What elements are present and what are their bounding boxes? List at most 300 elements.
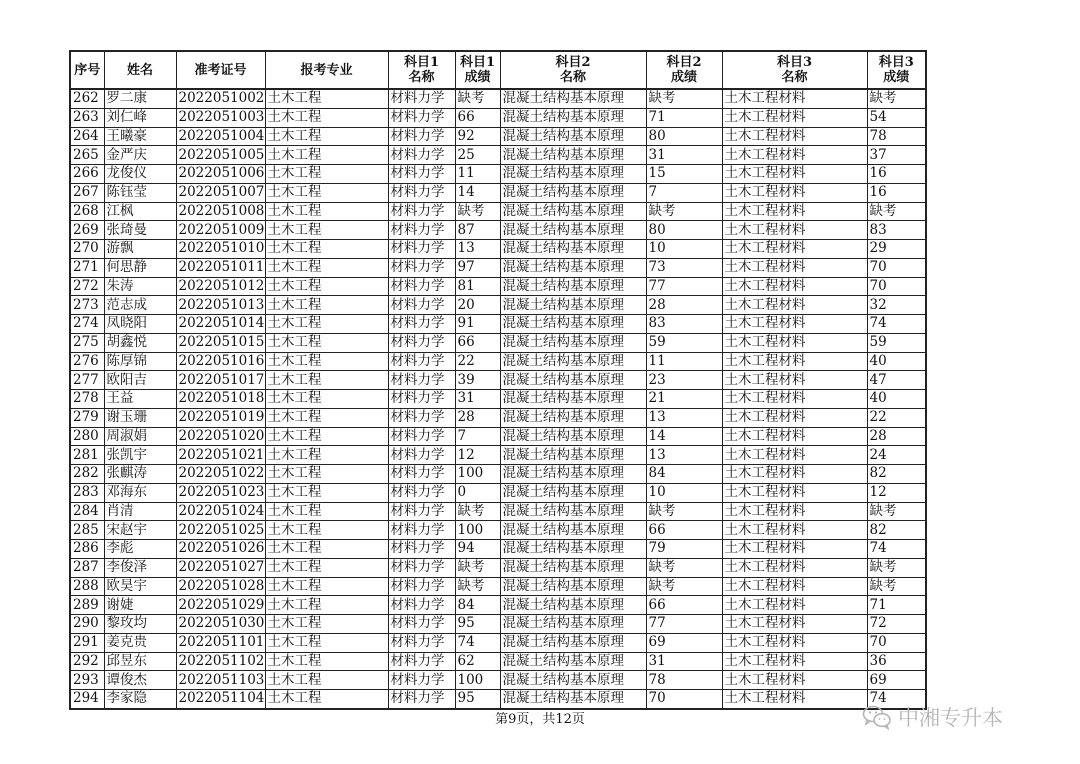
- cell-subject3-score: 22: [867, 408, 926, 427]
- cell-subject3-score: 36: [867, 652, 926, 671]
- cell-subject3-score: 47: [867, 371, 926, 390]
- cell-name: 谢婕: [104, 596, 176, 615]
- cell-major: 土木工程: [265, 502, 388, 521]
- cell-subject3-score: 缺考: [867, 89, 926, 108]
- cell-exam-id: 2022051004: [176, 127, 265, 146]
- wechat-icon: [862, 704, 892, 730]
- cell-major: 土木工程: [265, 165, 388, 184]
- cell-subject1-score: 0: [455, 483, 500, 502]
- cell-name: 周淑娟: [104, 427, 176, 446]
- cell-name: 凤晓阳: [104, 315, 176, 334]
- cell-subject2-score: 13: [646, 408, 722, 427]
- cell-subject1-score: 95: [455, 615, 500, 634]
- table-row: [70, 89, 926, 108]
- cell-subject3-name: 土木工程材料: [722, 221, 867, 240]
- table-row: [70, 671, 926, 690]
- header-line1: 报考专业: [300, 62, 353, 78]
- cell-subject2-name: 混凝土结构基本原理: [500, 277, 646, 296]
- cell-subject3-name: 土木工程材料: [722, 483, 867, 502]
- cell-subject2-score: 31: [646, 652, 722, 671]
- cell-major: 土木工程: [265, 465, 388, 484]
- cell-subject3-score: 37: [867, 146, 926, 165]
- score-table: [69, 50, 927, 710]
- cell-subject2-score: 77: [646, 615, 722, 634]
- cell-subject3-score: 83: [867, 221, 926, 240]
- header-line1: 科目3: [878, 55, 914, 70]
- table-row: [70, 296, 926, 315]
- cell-subject2-score: 10: [646, 240, 722, 259]
- cell-seq: 268: [70, 202, 104, 221]
- cell-subject3-name: 土木工程材料: [722, 127, 867, 146]
- cell-name: 张凯宇: [104, 446, 176, 465]
- cell-subject3-score: 40: [867, 390, 926, 409]
- cell-name: 姜克贵: [104, 633, 176, 652]
- cell-subject3-name: 土木工程材料: [722, 371, 867, 390]
- cell-exam-id: 2022051003: [176, 108, 265, 127]
- cell-subject2-score: 13: [646, 446, 722, 465]
- header-line1: 科目2: [666, 55, 702, 70]
- header-major: [265, 51, 388, 89]
- cell-subject3-name: 土木工程材料: [722, 502, 867, 521]
- cell-subject2-score: 15: [646, 165, 722, 184]
- cell-subject3-name: 土木工程材料: [722, 315, 867, 334]
- cell-major: 土木工程: [265, 652, 388, 671]
- table-row: [70, 108, 926, 127]
- cell-seq: 273: [70, 296, 104, 315]
- cell-major: 土木工程: [265, 202, 388, 221]
- cell-subject1-name: 材料力学: [388, 371, 455, 390]
- cell-subject3-name: 土木工程材料: [722, 540, 867, 559]
- cell-seq: 280: [70, 427, 104, 446]
- cell-exam-id: 2022051015: [176, 333, 265, 352]
- cell-subject1-score: 13: [455, 240, 500, 259]
- cell-subject3-name: 土木工程材料: [722, 408, 867, 427]
- cell-subject2-name: 混凝土结构基本原理: [500, 127, 646, 146]
- cell-seq: 285: [70, 521, 104, 540]
- cell-seq: 275: [70, 333, 104, 352]
- cell-subject2-name: 混凝土结构基本原理: [500, 540, 646, 559]
- cell-subject1-name: 材料力学: [388, 277, 455, 296]
- cell-major: 土木工程: [265, 127, 388, 146]
- cell-subject3-name: 土木工程材料: [722, 671, 867, 690]
- cell-subject2-score: 84: [646, 465, 722, 484]
- cell-subject3-score: 28: [867, 427, 926, 446]
- cell-exam-id: 2022051008: [176, 202, 265, 221]
- cell-name: 刘仁峰: [104, 108, 176, 127]
- cell-subject3-name: 土木工程材料: [722, 296, 867, 315]
- cell-subject1-score: 100: [455, 521, 500, 540]
- header-subject1-score: [455, 51, 500, 89]
- cell-subject2-score: 73: [646, 258, 722, 277]
- table-row: [70, 521, 926, 540]
- table-row: [70, 352, 926, 371]
- cell-major: 土木工程: [265, 577, 388, 596]
- cell-subject1-score: 12: [455, 446, 500, 465]
- cell-major: 土木工程: [265, 427, 388, 446]
- cell-major: 土木工程: [265, 333, 388, 352]
- cell-subject2-name: 混凝土结构基本原理: [500, 633, 646, 652]
- cell-major: 土木工程: [265, 615, 388, 634]
- cell-subject2-score: 14: [646, 427, 722, 446]
- cell-subject1-score: 91: [455, 315, 500, 334]
- table-row: [70, 690, 926, 709]
- header-seq: [70, 51, 104, 89]
- cell-exam-id: 2022051023: [176, 483, 265, 502]
- cell-exam-id: 2022051005: [176, 146, 265, 165]
- cell-subject1-score: 缺考: [455, 577, 500, 596]
- cell-subject2-name: 混凝土结构基本原理: [500, 652, 646, 671]
- cell-name: 张琦曼: [104, 221, 176, 240]
- cell-subject1-score: 97: [455, 258, 500, 277]
- cell-subject1-name: 材料力学: [388, 446, 455, 465]
- cell-subject2-name: 混凝土结构基本原理: [500, 408, 646, 427]
- cell-name: 陈厚锦: [104, 352, 176, 371]
- cell-subject2-name: 混凝土结构基本原理: [500, 333, 646, 352]
- cell-subject2-score: 10: [646, 483, 722, 502]
- cell-major: 土木工程: [265, 277, 388, 296]
- table-row: [70, 596, 926, 615]
- header-line2: 名称: [559, 70, 586, 85]
- cell-subject1-score: 25: [455, 146, 500, 165]
- cell-name: 龙俊仪: [104, 165, 176, 184]
- cell-name: 肖清: [104, 502, 176, 521]
- cell-subject3-score: 缺考: [867, 202, 926, 221]
- header-subject3-score: [867, 51, 926, 89]
- cell-exam-id: 2022051013: [176, 296, 265, 315]
- cell-subject1-score: 22: [455, 352, 500, 371]
- cell-subject1-name: 材料力学: [388, 427, 455, 446]
- cell-name: 李俊泽: [104, 558, 176, 577]
- cell-name: 王益: [104, 390, 176, 409]
- cell-name: 胡鑫悦: [104, 333, 176, 352]
- cell-subject2-name: 混凝土结构基本原理: [500, 296, 646, 315]
- cell-name: 宋赵宇: [104, 521, 176, 540]
- cell-name: 欧昊宇: [104, 577, 176, 596]
- cell-name: 金严庆: [104, 146, 176, 165]
- cell-subject3-name: 土木工程材料: [722, 633, 867, 652]
- cell-subject1-name: 材料力学: [388, 558, 455, 577]
- cell-seq: 294: [70, 690, 104, 709]
- cell-subject2-name: 混凝土结构基本原理: [500, 427, 646, 446]
- cell-subject1-score: 62: [455, 652, 500, 671]
- cell-name: 江枫: [104, 202, 176, 221]
- cell-subject1-name: 材料力学: [388, 390, 455, 409]
- cell-subject3-name: 土木工程材料: [722, 165, 867, 184]
- table-header-row: [70, 51, 926, 89]
- cell-seq: 291: [70, 633, 104, 652]
- cell-seq: 270: [70, 240, 104, 259]
- cell-subject2-name: 混凝土结构基本原理: [500, 558, 646, 577]
- cell-subject2-name: 混凝土结构基本原理: [500, 258, 646, 277]
- cell-exam-id: 2022051025: [176, 521, 265, 540]
- cell-subject1-score: 7: [455, 427, 500, 446]
- cell-major: 土木工程: [265, 146, 388, 165]
- cell-subject3-name: 土木工程材料: [722, 277, 867, 296]
- cell-subject1-name: 材料力学: [388, 408, 455, 427]
- cell-seq: 263: [70, 108, 104, 127]
- cell-subject1-name: 材料力学: [388, 146, 455, 165]
- cell-subject1-name: 材料力学: [388, 296, 455, 315]
- cell-subject1-score: 66: [455, 108, 500, 127]
- cell-subject3-score: 70: [867, 258, 926, 277]
- cell-subject2-score: 69: [646, 633, 722, 652]
- cell-subject1-score: 缺考: [455, 558, 500, 577]
- cell-seq: 289: [70, 596, 104, 615]
- table-row: [70, 408, 926, 427]
- cell-exam-id: 2022051018: [176, 390, 265, 409]
- cell-subject2-name: 混凝土结构基本原理: [500, 690, 646, 709]
- cell-subject1-name: 材料力学: [388, 690, 455, 709]
- cell-subject2-name: 混凝土结构基本原理: [500, 202, 646, 221]
- cell-name: 王曦豪: [104, 127, 176, 146]
- cell-subject1-name: 材料力学: [388, 108, 455, 127]
- cell-exam-id: 2022051007: [176, 183, 265, 202]
- cell-name: 黎玫均: [104, 615, 176, 634]
- cell-subject2-score: 80: [646, 127, 722, 146]
- cell-subject1-name: 材料力学: [388, 540, 455, 559]
- cell-subject3-name: 土木工程材料: [722, 183, 867, 202]
- cell-seq: 281: [70, 446, 104, 465]
- cell-name: 李彪: [104, 540, 176, 559]
- header-line1: 科目2: [555, 55, 591, 70]
- cell-subject1-score: 31: [455, 390, 500, 409]
- cell-major: 土木工程: [265, 690, 388, 709]
- cell-subject2-score: 11: [646, 352, 722, 371]
- cell-major: 土木工程: [265, 521, 388, 540]
- cell-name: 朱涛: [104, 277, 176, 296]
- cell-subject1-name: 材料力学: [388, 521, 455, 540]
- cell-subject2-name: 混凝土结构基本原理: [500, 390, 646, 409]
- cell-seq: 286: [70, 540, 104, 559]
- cell-exam-id: 2022051028: [176, 577, 265, 596]
- header-line1: 序号: [74, 62, 101, 78]
- cell-name: 谭俊杰: [104, 671, 176, 690]
- cell-subject2-score: 70: [646, 690, 722, 709]
- table-row: [70, 221, 926, 240]
- cell-subject2-name: 混凝土结构基本原理: [500, 596, 646, 615]
- cell-exam-id: 2022051010: [176, 240, 265, 259]
- cell-name: 邱昱东: [104, 652, 176, 671]
- table-row: [70, 165, 926, 184]
- cell-subject1-name: 材料力学: [388, 577, 455, 596]
- table-row: [70, 390, 926, 409]
- header-subject2-name: [500, 51, 646, 89]
- cell-exam-id: 2022051014: [176, 315, 265, 334]
- cell-subject1-score: 100: [455, 671, 500, 690]
- cell-subject3-score: 54: [867, 108, 926, 127]
- cell-subject2-score: 71: [646, 108, 722, 127]
- table-row: [70, 146, 926, 165]
- cell-seq: 293: [70, 671, 104, 690]
- cell-subject1-name: 材料力学: [388, 502, 455, 521]
- cell-subject2-name: 混凝土结构基本原理: [500, 577, 646, 596]
- cell-subject3-score: 70: [867, 277, 926, 296]
- cell-subject3-score: 12: [867, 483, 926, 502]
- cell-subject2-score: 77: [646, 277, 722, 296]
- cell-subject1-score: 100: [455, 465, 500, 484]
- cell-subject1-score: 缺考: [455, 202, 500, 221]
- header-line2: 成绩: [464, 70, 491, 85]
- cell-subject1-score: 缺考: [455, 89, 500, 108]
- cell-subject1-score: 74: [455, 633, 500, 652]
- cell-subject2-name: 混凝土结构基本原理: [500, 146, 646, 165]
- cell-seq: 269: [70, 221, 104, 240]
- cell-exam-id: 2022051002: [176, 89, 265, 108]
- header-subject1-name: [388, 51, 455, 89]
- cell-seq: 282: [70, 465, 104, 484]
- cell-major: 土木工程: [265, 352, 388, 371]
- cell-major: 土木工程: [265, 558, 388, 577]
- cell-subject1-score: 66: [455, 333, 500, 352]
- cell-subject3-name: 土木工程材料: [722, 240, 867, 259]
- cell-exam-id: 2022051016: [176, 352, 265, 371]
- cell-subject3-score: 71: [867, 596, 926, 615]
- cell-seq: 288: [70, 577, 104, 596]
- cell-name: 邓海东: [104, 483, 176, 502]
- cell-subject1-score: 81: [455, 277, 500, 296]
- cell-subject3-name: 土木工程材料: [722, 652, 867, 671]
- cell-exam-id: 2022051020: [176, 427, 265, 446]
- header-subject3-name: [722, 51, 867, 89]
- cell-name: 李家隐: [104, 690, 176, 709]
- cell-major: 土木工程: [265, 258, 388, 277]
- cell-exam-id: 2022051011: [176, 258, 265, 277]
- cell-subject3-name: 土木工程材料: [722, 333, 867, 352]
- cell-subject2-name: 混凝土结构基本原理: [500, 483, 646, 502]
- cell-major: 土木工程: [265, 596, 388, 615]
- cell-subject3-score: 16: [867, 165, 926, 184]
- cell-subject3-name: 土木工程材料: [722, 558, 867, 577]
- cell-exam-id: 2022051024: [176, 502, 265, 521]
- cell-subject1-name: 材料力学: [388, 240, 455, 259]
- cell-subject2-score: 缺考: [646, 89, 722, 108]
- cell-subject2-score: 83: [646, 315, 722, 334]
- cell-exam-id: 2022051026: [176, 540, 265, 559]
- cell-major: 土木工程: [265, 296, 388, 315]
- cell-major: 土木工程: [265, 240, 388, 259]
- cell-seq: 283: [70, 483, 104, 502]
- cell-exam-id: 2022051103: [176, 671, 265, 690]
- cell-subject2-score: 66: [646, 521, 722, 540]
- cell-seq: 276: [70, 352, 104, 371]
- cell-subject2-name: 混凝土结构基本原理: [500, 465, 646, 484]
- cell-name: 罗二康: [104, 89, 176, 108]
- cell-subject1-score: 39: [455, 371, 500, 390]
- cell-seq: 279: [70, 408, 104, 427]
- cell-subject3-name: 土木工程材料: [722, 108, 867, 127]
- cell-subject1-name: 材料力学: [388, 483, 455, 502]
- cell-subject3-name: 土木工程材料: [722, 577, 867, 596]
- table-row: [70, 183, 926, 202]
- header-line2: 名称: [408, 70, 435, 85]
- cell-major: 土木工程: [265, 408, 388, 427]
- cell-subject3-score: 40: [867, 352, 926, 371]
- cell-subject2-name: 混凝土结构基本原理: [500, 615, 646, 634]
- cell-subject3-name: 土木工程材料: [722, 89, 867, 108]
- cell-subject3-score: 82: [867, 465, 926, 484]
- table-row: [70, 633, 926, 652]
- cell-subject3-score: 缺考: [867, 577, 926, 596]
- cell-subject3-score: 缺考: [867, 558, 926, 577]
- cell-seq: 272: [70, 277, 104, 296]
- cell-subject2-name: 混凝土结构基本原理: [500, 371, 646, 390]
- cell-subject3-name: 土木工程材料: [722, 427, 867, 446]
- cell-exam-id: 2022051101: [176, 633, 265, 652]
- cell-name: 欧阳吉: [104, 371, 176, 390]
- cell-subject1-score: 20: [455, 296, 500, 315]
- cell-major: 土木工程: [265, 540, 388, 559]
- cell-subject3-score: 82: [867, 521, 926, 540]
- cell-subject2-name: 混凝土结构基本原理: [500, 502, 646, 521]
- header-line2: 成绩: [670, 70, 697, 85]
- cell-major: 土木工程: [265, 446, 388, 465]
- cell-major: 土木工程: [265, 390, 388, 409]
- cell-exam-id: 2022051022: [176, 465, 265, 484]
- cell-subject3-name: 土木工程材料: [722, 390, 867, 409]
- cell-subject2-name: 混凝土结构基本原理: [500, 165, 646, 184]
- cell-subject2-score: 缺考: [646, 202, 722, 221]
- table-row: [70, 202, 926, 221]
- cell-subject2-name: 混凝土结构基本原理: [500, 521, 646, 540]
- table-row: [70, 465, 926, 484]
- cell-subject2-score: 缺考: [646, 502, 722, 521]
- cell-subject1-score: 缺考: [455, 502, 500, 521]
- cell-subject1-name: 材料力学: [388, 258, 455, 277]
- cell-subject1-name: 材料力学: [388, 183, 455, 202]
- cell-subject2-name: 混凝土结构基本原理: [500, 671, 646, 690]
- table-row: [70, 277, 926, 296]
- cell-subject1-name: 材料力学: [388, 89, 455, 108]
- cell-seq: 287: [70, 558, 104, 577]
- cell-subject2-name: 混凝土结构基本原理: [500, 221, 646, 240]
- cell-major: 土木工程: [265, 221, 388, 240]
- cell-subject1-name: 材料力学: [388, 221, 455, 240]
- table-row: [70, 427, 926, 446]
- cell-subject3-score: 24: [867, 446, 926, 465]
- table-row: [70, 315, 926, 334]
- cell-subject1-score: 28: [455, 408, 500, 427]
- table-body: [70, 89, 926, 709]
- cell-subject2-score: 28: [646, 296, 722, 315]
- cell-subject2-score: 21: [646, 390, 722, 409]
- cell-subject1-name: 材料力学: [388, 333, 455, 352]
- cell-subject3-name: 土木工程材料: [722, 202, 867, 221]
- cell-subject2-score: 66: [646, 596, 722, 615]
- cell-seq: 271: [70, 258, 104, 277]
- header-line1: 姓名: [126, 62, 153, 78]
- cell-seq: 284: [70, 502, 104, 521]
- header-subject2-score: [646, 51, 722, 89]
- table-row: [70, 483, 926, 502]
- cell-exam-id: 2022051012: [176, 277, 265, 296]
- cell-subject3-name: 土木工程材料: [722, 352, 867, 371]
- table-row: [70, 577, 926, 596]
- cell-seq: 277: [70, 371, 104, 390]
- cell-seq: 267: [70, 183, 104, 202]
- table-row: [70, 127, 926, 146]
- cell-subject1-score: 84: [455, 596, 500, 615]
- table-row: [70, 540, 926, 559]
- cell-seq: 262: [70, 89, 104, 108]
- cell-name: 何思静: [104, 258, 176, 277]
- cell-name: 游飘: [104, 240, 176, 259]
- cell-subject3-score: 74: [867, 315, 926, 334]
- header-line2: 成绩: [883, 70, 910, 85]
- header-line1: 科目1: [459, 55, 496, 70]
- cell-subject2-score: 78: [646, 671, 722, 690]
- cell-subject1-name: 材料力学: [388, 671, 455, 690]
- cell-major: 土木工程: [265, 633, 388, 652]
